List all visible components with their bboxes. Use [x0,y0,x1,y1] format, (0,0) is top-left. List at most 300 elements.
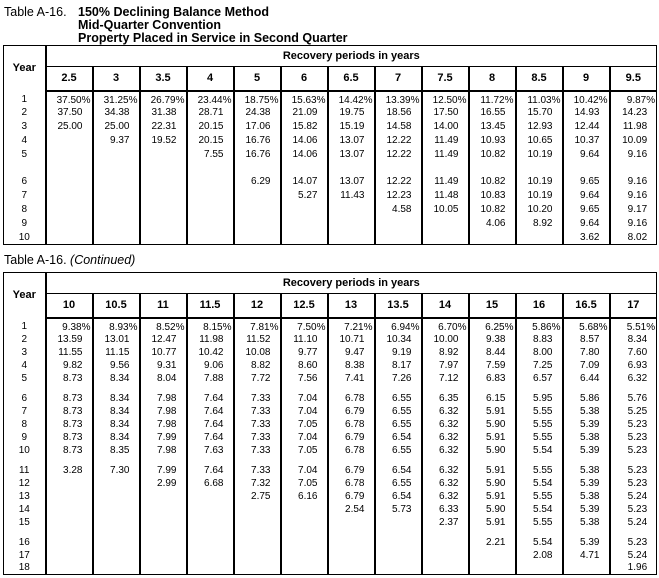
year-cell: 9 [4,431,46,444]
table-row [4,418,657,431]
value-cell [93,217,140,231]
period-column-header: 4 [187,67,234,91]
value-cell [46,175,93,189]
value-cell: 6.54 [375,431,422,444]
value-cell: 1.96 [610,562,657,575]
value-cell: 7.25 [516,359,563,372]
value-cell: 5.39 [563,444,610,457]
value-cell: 5.54 [516,503,563,516]
value-cell: 7.04 [281,464,328,477]
value-cell [187,175,234,189]
value-cell: 2.54 [328,503,375,516]
value-cell: 6.55 [375,392,422,405]
value-cell: 8.00 [516,346,563,359]
period-column-header: 6.5 [328,67,375,91]
value-cell [187,562,234,575]
value-cell: 7.88 [187,372,234,385]
period-column-header: 14 [422,294,469,318]
value-cell [422,549,469,562]
year-cell: 4 [4,359,46,372]
spacer-row [4,385,657,392]
value-cell: 6.78 [328,477,375,490]
value-cell [328,203,375,217]
value-cell: 6.33 [422,503,469,516]
period-column-header: 9.5 [610,67,657,91]
value-cell: 6.15 [469,392,516,405]
value-cell [328,516,375,529]
value-cell [93,477,140,490]
value-cell: 7.33 [234,464,281,477]
table-row [4,464,657,477]
value-cell: 25.00 [93,120,140,134]
value-cell: 5.38 [563,431,610,444]
spacer-cell [4,529,46,536]
value-cell: 8.35 [93,444,140,457]
value-cell [93,175,140,189]
value-cell: 5.91 [469,431,516,444]
value-cell [46,490,93,503]
value-cell [187,189,234,203]
spacer-cell [563,385,610,392]
value-cell [140,562,187,575]
value-cell: 5.24 [610,490,657,503]
spacer-cell [46,162,93,175]
spacer-cell [516,457,563,464]
period-column-header: 11 [140,294,187,318]
value-cell: 6.78 [328,444,375,457]
value-cell [281,516,328,529]
value-cell: 5.90 [469,418,516,431]
value-cell: 6.78 [328,392,375,405]
spacer-cell [4,385,46,392]
value-cell: 7.33 [234,392,281,405]
value-cell: 18.75% [234,91,281,106]
value-cell: 7.60 [610,346,657,359]
spacer-cell [375,457,422,464]
value-cell: 9.16 [610,189,657,203]
table-row [4,562,657,575]
period-column-header: 8.5 [516,67,563,91]
value-cell: 12.23 [375,189,422,203]
value-cell [234,562,281,575]
value-cell: 8.34 [93,418,140,431]
value-cell [281,536,328,549]
year-cell: 17 [4,549,46,562]
value-cell: 28.71 [187,106,234,120]
value-cell [140,175,187,189]
value-cell: 6.70% [422,318,469,333]
spacer-cell [375,385,422,392]
value-cell [187,503,234,516]
period-column-header: 12.5 [281,294,328,318]
period-column-header: 7 [375,67,422,91]
spacer-cell [516,162,563,175]
value-cell: 6.93 [610,359,657,372]
table-row [4,91,657,106]
value-cell: 9.47 [328,346,375,359]
value-cell: 9.64 [563,189,610,203]
value-cell: 7.55 [187,148,234,162]
value-cell: 5.23 [610,477,657,490]
year-cell: 8 [4,418,46,431]
year-cell: 5 [4,372,46,385]
year-cell: 12 [4,477,46,490]
value-cell: 2.75 [234,490,281,503]
value-cell: 6.55 [375,477,422,490]
period-column-header: 12 [234,294,281,318]
value-cell: 9.56 [93,359,140,372]
year-cell: 15 [4,516,46,529]
spacer-cell [187,529,234,536]
spacer-row [4,529,657,536]
spacer-cell [93,385,140,392]
value-cell: 7.33 [234,405,281,418]
value-cell [375,231,422,245]
value-cell [328,231,375,245]
value-cell: 8.44 [469,346,516,359]
value-cell: 8.73 [46,372,93,385]
spacer-cell [234,457,281,464]
value-cell: 5.27 [281,189,328,203]
value-cell: 10.77 [140,346,187,359]
table-row [4,536,657,549]
value-cell: 20.15 [187,134,234,148]
spacer-cell [328,385,375,392]
value-cell: 7.72 [234,372,281,385]
value-cell: 10.09 [610,134,657,148]
value-cell: 15.70 [516,106,563,120]
value-cell [328,217,375,231]
value-cell: 5.91 [469,464,516,477]
value-cell: 14.06 [281,134,328,148]
value-cell [187,217,234,231]
value-cell: 7.98 [140,444,187,457]
year-cell: 2 [4,106,46,120]
value-cell [328,562,375,575]
year-cell: 9 [4,217,46,231]
value-cell: 9.16 [610,175,657,189]
value-cell [422,217,469,231]
value-cell: 10.82 [469,148,516,162]
value-cell: 8.93% [93,318,140,333]
value-cell: 9.06 [187,359,234,372]
value-cell: 5.86 [563,392,610,405]
value-cell: 19.75 [328,106,375,120]
value-cell: 12.44 [563,120,610,134]
value-cell [281,503,328,516]
spacer-cell [422,529,469,536]
value-cell: 37.50% [46,91,93,106]
value-cell: 3.28 [46,464,93,477]
value-cell [375,549,422,562]
value-cell: 9.16 [610,217,657,231]
value-cell [422,536,469,549]
value-cell [281,203,328,217]
value-cell: 10.37 [563,134,610,148]
value-cell: 15.63% [281,91,328,106]
value-cell: 7.05 [281,418,328,431]
value-cell: 6.54 [375,464,422,477]
value-cell [93,203,140,217]
value-cell: 7.30 [93,464,140,477]
spacer-cell [422,162,469,175]
year-cell: 7 [4,189,46,203]
value-cell: 8.57 [563,333,610,346]
value-cell: 7.32 [234,477,281,490]
value-cell: 4.06 [469,217,516,231]
table1-title-line-3: Property Placed in Service in Second Quarter [78,31,348,45]
value-cell: 14.42% [328,91,375,106]
spacer-cell [610,457,657,464]
value-cell: 5.95 [516,392,563,405]
value-cell: 12.50% [422,91,469,106]
value-cell: 6.32 [422,431,469,444]
spacer-cell [187,457,234,464]
value-cell [234,231,281,245]
value-cell: 6.32 [610,372,657,385]
value-cell: 11.98 [610,120,657,134]
value-cell: 3.62 [563,231,610,245]
value-cell: 11.49 [422,175,469,189]
value-cell: 5.23 [610,464,657,477]
spacer-cell [46,457,93,464]
value-cell [234,549,281,562]
value-cell: 25.00 [46,120,93,134]
spacer-cell [563,162,610,175]
value-cell [46,134,93,148]
value-cell [469,231,516,245]
spacer-cell [140,529,187,536]
value-cell: 7.50% [281,318,328,333]
value-cell: 6.54 [375,490,422,503]
table2-label: Table A-16. [4,253,67,267]
value-cell: 8.34 [93,431,140,444]
value-cell: 5.39 [563,477,610,490]
table-row [4,372,657,385]
value-cell [469,562,516,575]
year-cell: 14 [4,503,46,516]
value-cell [46,231,93,245]
year-cell: 6 [4,392,46,405]
value-cell: 14.06 [281,148,328,162]
spacer-row [4,162,657,175]
spacer-cell [328,529,375,536]
table-row [4,120,657,134]
value-cell: 7.80 [563,346,610,359]
value-cell [93,536,140,549]
value-cell [281,549,328,562]
spacer-cell [375,529,422,536]
period-column-header: 10.5 [93,294,140,318]
spacer-cell [563,529,610,536]
value-cell: 7.33 [234,431,281,444]
table-row [4,148,657,162]
value-cell [328,549,375,562]
value-cell: 10.19 [516,148,563,162]
spacer-cell [328,162,375,175]
table-row [4,175,657,189]
value-cell: 9.17 [610,203,657,217]
value-cell [93,549,140,562]
value-cell: 6.32 [422,464,469,477]
value-cell: 9.77 [281,346,328,359]
value-cell: 9.19 [375,346,422,359]
table-row [4,217,657,231]
spacer-cell [93,529,140,536]
header-row-group [4,273,657,294]
value-cell [281,231,328,245]
value-cell [140,549,187,562]
spacer-cell [516,385,563,392]
value-cell: 19.52 [140,134,187,148]
value-cell: 7.98 [140,418,187,431]
value-cell: 5.55 [516,431,563,444]
value-cell: 10.82 [469,203,516,217]
value-cell: 6.79 [328,464,375,477]
value-cell: 11.03% [516,91,563,106]
value-cell: 7.05 [281,477,328,490]
value-cell: 11.15 [93,346,140,359]
value-cell: 10.20 [516,203,563,217]
value-cell: 12.22 [375,175,422,189]
value-cell: 9.64 [563,148,610,162]
value-cell [563,562,610,575]
table-row [4,431,657,444]
value-cell: 8.73 [46,405,93,418]
value-cell: 5.91 [469,490,516,503]
value-cell: 5.23 [610,536,657,549]
table-row [4,134,657,148]
value-cell: 12.22 [375,148,422,162]
value-cell: 7.64 [187,392,234,405]
value-cell: 5.23 [610,418,657,431]
value-cell: 6.78 [328,418,375,431]
value-cell: 13.07 [328,148,375,162]
table-row [4,333,657,346]
value-cell: 26.79% [140,91,187,106]
value-cell: 6.57 [516,372,563,385]
spacer-cell [4,457,46,464]
value-cell [234,189,281,203]
value-cell: 23.44% [187,91,234,106]
value-cell [516,231,563,245]
year-cell: 11 [4,464,46,477]
value-cell: 6.32 [422,477,469,490]
value-cell: 2.08 [516,549,563,562]
value-cell: 6.35 [422,392,469,405]
value-cell: 7.33 [234,418,281,431]
value-cell [46,549,93,562]
value-cell: 34.38 [93,106,140,120]
value-cell [93,148,140,162]
value-cell: 11.72% [469,91,516,106]
value-cell: 5.55 [516,464,563,477]
value-cell: 2.21 [469,536,516,549]
table-row [4,444,657,457]
value-cell: 5.90 [469,477,516,490]
spacer-cell [4,162,46,175]
spacer-cell [234,529,281,536]
value-cell: 7.04 [281,431,328,444]
value-cell: 7.81% [234,318,281,333]
period-column-header: 10 [46,294,93,318]
value-cell: 5.23 [610,431,657,444]
value-cell: 10.34 [375,333,422,346]
value-cell: 7.41 [328,372,375,385]
value-cell: 6.25% [469,318,516,333]
value-cell: 10.05 [422,203,469,217]
spacer-row [4,457,657,464]
period-column-header: 9 [563,67,610,91]
value-cell: 11.52 [234,333,281,346]
table1-title [78,6,348,45]
value-cell: 6.55 [375,405,422,418]
value-cell: 5.90 [469,444,516,457]
value-cell: 21.09 [281,106,328,120]
value-cell: 6.16 [281,490,328,503]
table-row [4,549,657,562]
period-column-header: 16.5 [563,294,610,318]
year-cell: 6 [4,175,46,189]
value-cell: 11.43 [328,189,375,203]
year-cell: 13 [4,490,46,503]
spacer-cell [187,162,234,175]
value-cell: 31.25% [93,91,140,106]
table-row [4,477,657,490]
value-cell: 4.58 [375,203,422,217]
value-cell: 6.83 [469,372,516,385]
spacer-cell [516,529,563,536]
value-cell: 5.73 [375,503,422,516]
value-cell: 5.54 [516,444,563,457]
value-cell: 22.31 [140,120,187,134]
value-cell: 8.82 [234,359,281,372]
value-cell: 8.73 [46,431,93,444]
value-cell: 7.64 [187,405,234,418]
value-cell [46,503,93,516]
value-cell: 5.39 [563,536,610,549]
value-cell [140,490,187,503]
value-cell [187,490,234,503]
period-column-header: 2.5 [46,67,93,91]
value-cell: 5.38 [563,490,610,503]
value-cell [93,490,140,503]
value-cell [328,536,375,549]
header-row-group [4,46,657,67]
value-cell: 14.58 [375,120,422,134]
value-cell: 2.99 [140,477,187,490]
value-cell: 11.49 [422,148,469,162]
value-cell: 11.49 [422,134,469,148]
value-cell [93,562,140,575]
value-cell [93,231,140,245]
value-cell: 9.38 [469,333,516,346]
value-cell: 13.45 [469,120,516,134]
value-cell: 5.38 [563,405,610,418]
value-cell: 9.65 [563,203,610,217]
period-column-header: 6 [281,67,328,91]
spacer-cell [610,385,657,392]
value-cell: 17.06 [234,120,281,134]
year-cell: 4 [4,134,46,148]
year-cell: 18 [4,562,46,575]
spacer-cell [140,162,187,175]
value-cell: 5.54 [516,477,563,490]
spacer-cell [281,529,328,536]
table-row [4,405,657,418]
value-cell: 7.04 [281,405,328,418]
value-cell [140,203,187,217]
